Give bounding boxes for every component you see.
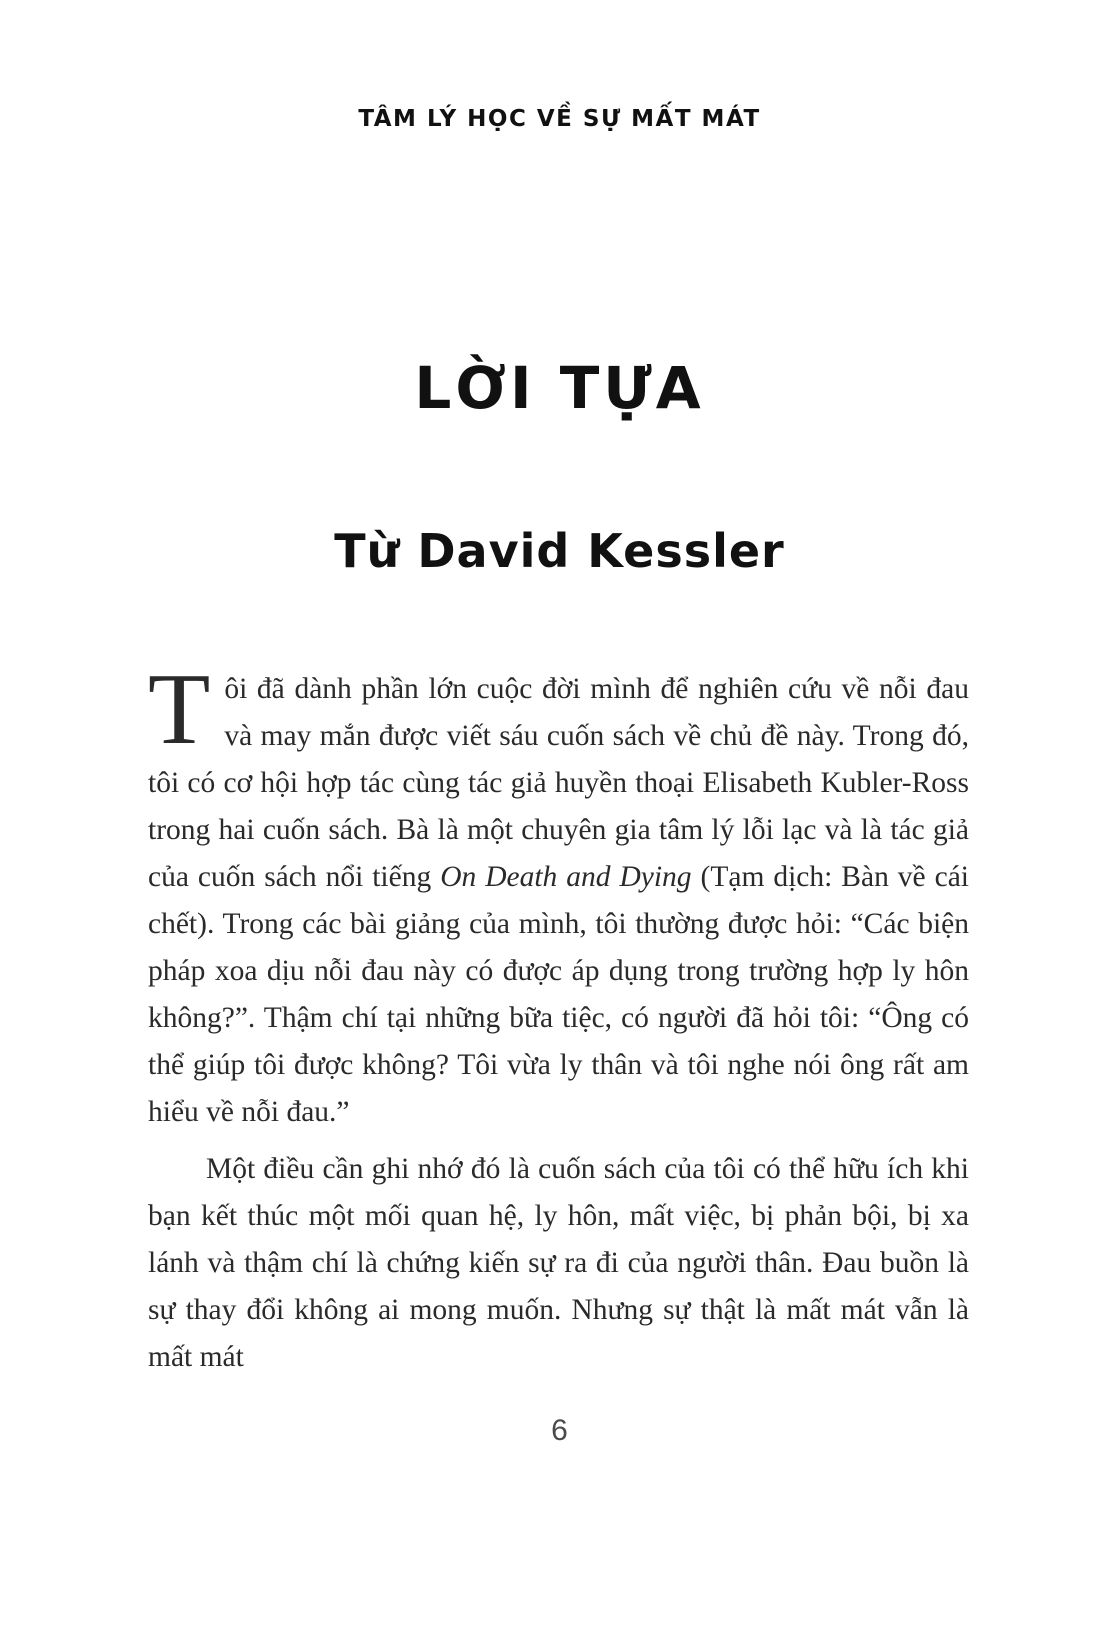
chapter-subtitle: Từ David Kessler <box>334 524 785 578</box>
paragraph-1 <box>148 653 969 1136</box>
paragraph-1-text-continued: (Tạm dịch: Bàn về cái chết). Trong các bài giảng của mình, tôi thường được hỏi: “Các biện pháp xoa dịu nỗi đau này có được áp dụng trong trường hợp ly hôn không?”. Thậm chí tại những bữa tiệc, có người đã hỏi tôi: “Ông có thể giúp tôi được không? Tôi vừa ly thân và tôi nghe nói ông rất am hiểu về nỗi đau.” <box>148 861 969 1128</box>
body-text <box>148 653 969 1381</box>
paragraph-1-text: ôi đã dành phần lớn cuộc đời mình để nghiên cứu về nỗi đau và may mắn được viết sáu cuốn sách về chủ đề này. Trong đó, tôi có cơ hội hợp tác cùng tác giả huyền thoại Elisabeth Kubler-Ross trong hai cuốn sách. Bà là một chuyên gia tâm lý lỗi lạc và là tác giả của cuốn sách nổi tiếng <box>148 673 969 893</box>
page-number: 6 <box>551 1414 568 1447</box>
paragraph-2: Một điều cần ghi nhớ đó là cuốn sách của tôi có thể hữu ích khi bạn kết thúc một mối quan hệ, ly hôn, mất việc, bị phản bội, bị xa lánh và thậm chí là chứng kiến sự ra đi của người thân. Đau buồn là sự thay đổi không ai mong muốn. Nhưng sự thật là mất mát vẫn là mất mát <box>148 1153 969 1373</box>
book-title-italic: On Death and Dying <box>440 861 692 893</box>
chapter-title: LỜI TỰA <box>414 354 705 422</box>
running-header: TÂM LÝ HỌC VỀ SỰ MẤT MÁT <box>358 106 761 132</box>
drop-cap: T <box>148 653 211 766</box>
